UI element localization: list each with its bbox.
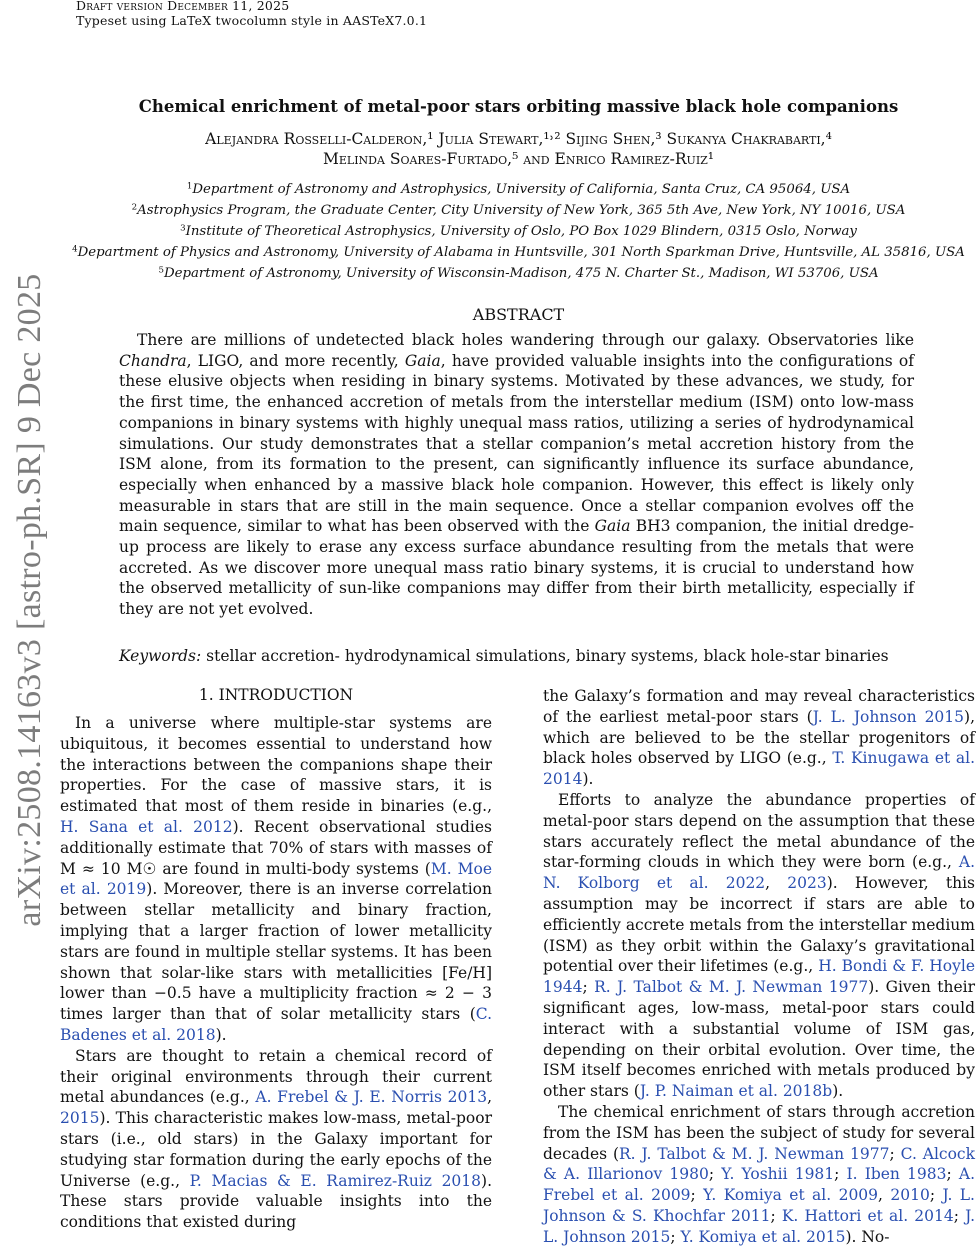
citation-link[interactable]: Y. Yoshii 1981 <box>721 1165 835 1184</box>
citation-link[interactable]: J. L. Johnson 2015 <box>543 1206 976 1246</box>
citation-link[interactable]: R. J. Talbot & M. J. Newman 1977 <box>619 1144 890 1163</box>
paragraph: The chemical enrichment of stars through accretion from the ISM has been the subject of study for several decades (R. J. Talbot & M. J. Newman 1977; C. Alcock & A. Illarionov 1980; Y. Yoshii 1981; I. Iben 1983; A. Frebel et al. 2009; Y. Komiya et al. 2009, 2010; J. L. Johnson & S. Khochfar 2011; K. Hattori et al. 2014; J. L. Johnson 2015; Y. Komiya et al. 2015). No- <box>543 1102 976 1246</box>
citation-link[interactable]: T. Kinugawa et al. 2014 <box>543 749 976 789</box>
citation-link[interactable]: J. P. Naiman et al. 2018b <box>639 1082 833 1101</box>
citation-link[interactable]: C. Badenes et al. 2018 <box>60 1005 492 1044</box>
affiliation-2: $^2$Astrophysics Program, the Graduate Center, City University of New York, 365 5th Ave, New York, NY 10016, USA <box>131 202 906 218</box>
citation-link[interactable]: R. J. Talbot & M. J. Newman 1977 <box>594 978 869 997</box>
citation-link[interactable]: Y. Komiya et al. 2015 <box>680 1227 846 1246</box>
citation-link[interactable]: 2023 <box>787 874 827 893</box>
citation-link[interactable]: A. Frebel & J. E. Norris 2013 <box>255 1088 488 1107</box>
citation-link[interactable]: K. Hattori et al. 2014 <box>781 1206 954 1225</box>
citation-link[interactable]: I. Iben 1983 <box>846 1165 947 1184</box>
abstract-body: There are millions of undetected black holes wandering through our galaxy. Observatories like Chandra, LIGO, and more recently, Gaia, have provided valuable insights into the configurations of these elusive objects when residing in binary systems. Motivated by these advances, we study, for the first time, the enhanced accretion of metals from the interstellar medium (ISM) onto low-mass companions in binary systems with highly unequal mass ratios, utilizing a series of hydrodynamical simulations. Our study demonstrates that a stellar companion’s metal accretion history from the ISM alone, from its formation to the present, can significantly influence its surface abundance, especially when enhanced by a massive black hole companion. However, this effect is likely only measurable in stars that are still in the main sequence. Once a stellar companion evolves off the main sequence, similar to what has been observed with the Gaia BH3 companion, the initial dredge-up process are likely to erase any excess surface abundance resulting from the metals that were accreted. As we discover more unequal mass ratio binary systems, it is crucial to understand how the observed metallicity of sun-like companions may differ from their birth metallicity, especially if they are not yet evolved. <box>119 331 914 619</box>
citation-link[interactable]: A. N. Kolborg et al. 2022 <box>543 853 975 893</box>
citation-link[interactable]: J. L. Johnson 2015 <box>812 707 965 726</box>
citation-link[interactable]: P. Macias & E. Ramirez-Ruiz 2018 <box>189 1171 482 1190</box>
typeset-line: Typeset using LaTeX twocolumn style in AASTeX7.0.1 <box>76 13 428 28</box>
right-column <box>543 686 975 1248</box>
draft-version-line: Draft version December 11, 2025 <box>76 0 290 13</box>
paragraph: Stars are thought to retain a chemical record of their original environments through their current metal abundances (e.g., A. Frebel & J. E. Norris 2013, 2015). This characteristic makes low-mass, metal-poor stars (i.e., old stars) in the Galaxy important for studying star formation during the early epochs of the Universe (e.g., P. Macias & E. Ramirez-Ruiz 2018). These stars provide valuable insights into the conditions that existed during <box>60 1046 493 1232</box>
paragraph: the Galaxy’s formation and may reveal characteristics of the earliest metal-poor stars (J. L. Johnson 2015), which are believed to be the stellar progenitors of black holes observed by LIGO (e.g., T. Kinugawa et al. 2014). <box>543 687 976 789</box>
citation-link[interactable]: J. L. Johnson & S. Khochfar 2011 <box>543 1186 975 1225</box>
authors-line-1: Alejandra Rosselli-Calderon,¹ Julia Stewart,¹˒² Sijing Shen,³ Sukanya Chakrabarti,⁴ <box>205 130 832 148</box>
citation-link[interactable]: H. Bondi & F. Hoyle 1944 <box>543 957 975 997</box>
citation-link[interactable]: Y. Komiya et al. 2009 <box>703 1186 879 1205</box>
citation-link[interactable]: A. Frebel et al. 2009 <box>543 1165 976 1205</box>
citation-link[interactable]: 2015 <box>60 1109 100 1128</box>
keywords: Keywords: stellar accretion- hydrodynamical simulations, binary systems, black hole-star binaries <box>119 647 889 665</box>
citation-link[interactable]: 2010 <box>890 1186 930 1205</box>
paragraph: Efforts to analyze the abundance properties of metal-poor stars depend on the assumption that these stars accurately reflect the metal abundance of the star-forming clouds in which they were born (e.g., A. N. Kolborg et al. 2022, 2023). However, this assumption may be incorrect if stars are able to efficiently accrete metals from the interstellar medium (ISM) as they orbit within the Galaxy’s gravitational potential over their lifetimes (e.g., H. Bondi & F. Hoyle 1944; R. J. Talbot & M. J. Newman 1977). Given their significant ages, low-mass, metal-poor stars could interact with a substantial volume of ISM gas, depending on their orbital evolution. Over time, the ISM itself becomes enriched with metals produced by other stars (J. P. Naiman et al. 2018b). <box>543 790 975 1101</box>
citation-link[interactable]: C. Alcock & A. Illarionov 1980 <box>543 1144 976 1184</box>
affiliation-4: $^4$Department of Physics and Astronomy, University of Alabama in Huntsville, 301 North Sparkman Drive, Huntsville, AL 35816, USA <box>72 244 965 260</box>
affiliation-1: $^1$Department of Astronomy and Astrophysics, University of California, Santa Cruz, CA 95064, USA <box>186 181 851 197</box>
affiliation-5: $^5$Department of Astronomy, University of Wisconsin-Madison, 475 N. Charter St., Madison, WI 53706, USA <box>158 265 879 281</box>
citation-link[interactable]: M. Moe et al. 2019 <box>60 859 493 899</box>
paper-title: Chemical enrichment of metal-poor stars orbiting massive black hole companions <box>138 97 899 116</box>
abstract-heading: ABSTRACT <box>472 305 565 324</box>
arxiv-stamp: arXiv:2508.14163v3 [astro-ph.SR] 9 Dec 2025 <box>11 273 48 927</box>
citation-link[interactable]: H. Sana et al. 2012 <box>60 817 233 836</box>
affiliation-3: $^3$Institute of Theoretical Astrophysics, University of Oslo, PO Box 1029 Blindern, 0315 Oslo, Norway <box>180 223 857 239</box>
authors-line-2: Melinda Soares-Furtado,⁵ and Enrico Ramirez-Ruiz¹ <box>322 150 715 168</box>
section-heading-introduction: 1. INTRODUCTION <box>198 686 354 704</box>
paragraph: In a universe where multiple-star systems are ubiquitous, it becomes essential to understand how the interactions between the companions shape their properties. For the case of massive stars, it is estimated that most of them reside in binaries (e.g., H. Sana et al. 2012). Recent observational studies additionally estimate that 70% of stars with masses of M ≈ 10 M☉ are found in multi-body systems (M. Moe et al. 2019). Moreover, there is an inverse correlation between stellar metallicity and binary fraction, implying that a larger fraction of lower metallicity stars are found in multiple stellar systems. It has been shown that solar-like stars with metallicities [Fe/H] lower than −0.5 have a multiplicity fraction ≈ 2 − 3 times larger than that of solar metallicity stars (C. Badenes et al. 2018). <box>60 714 493 1044</box>
left-column <box>60 713 492 1233</box>
